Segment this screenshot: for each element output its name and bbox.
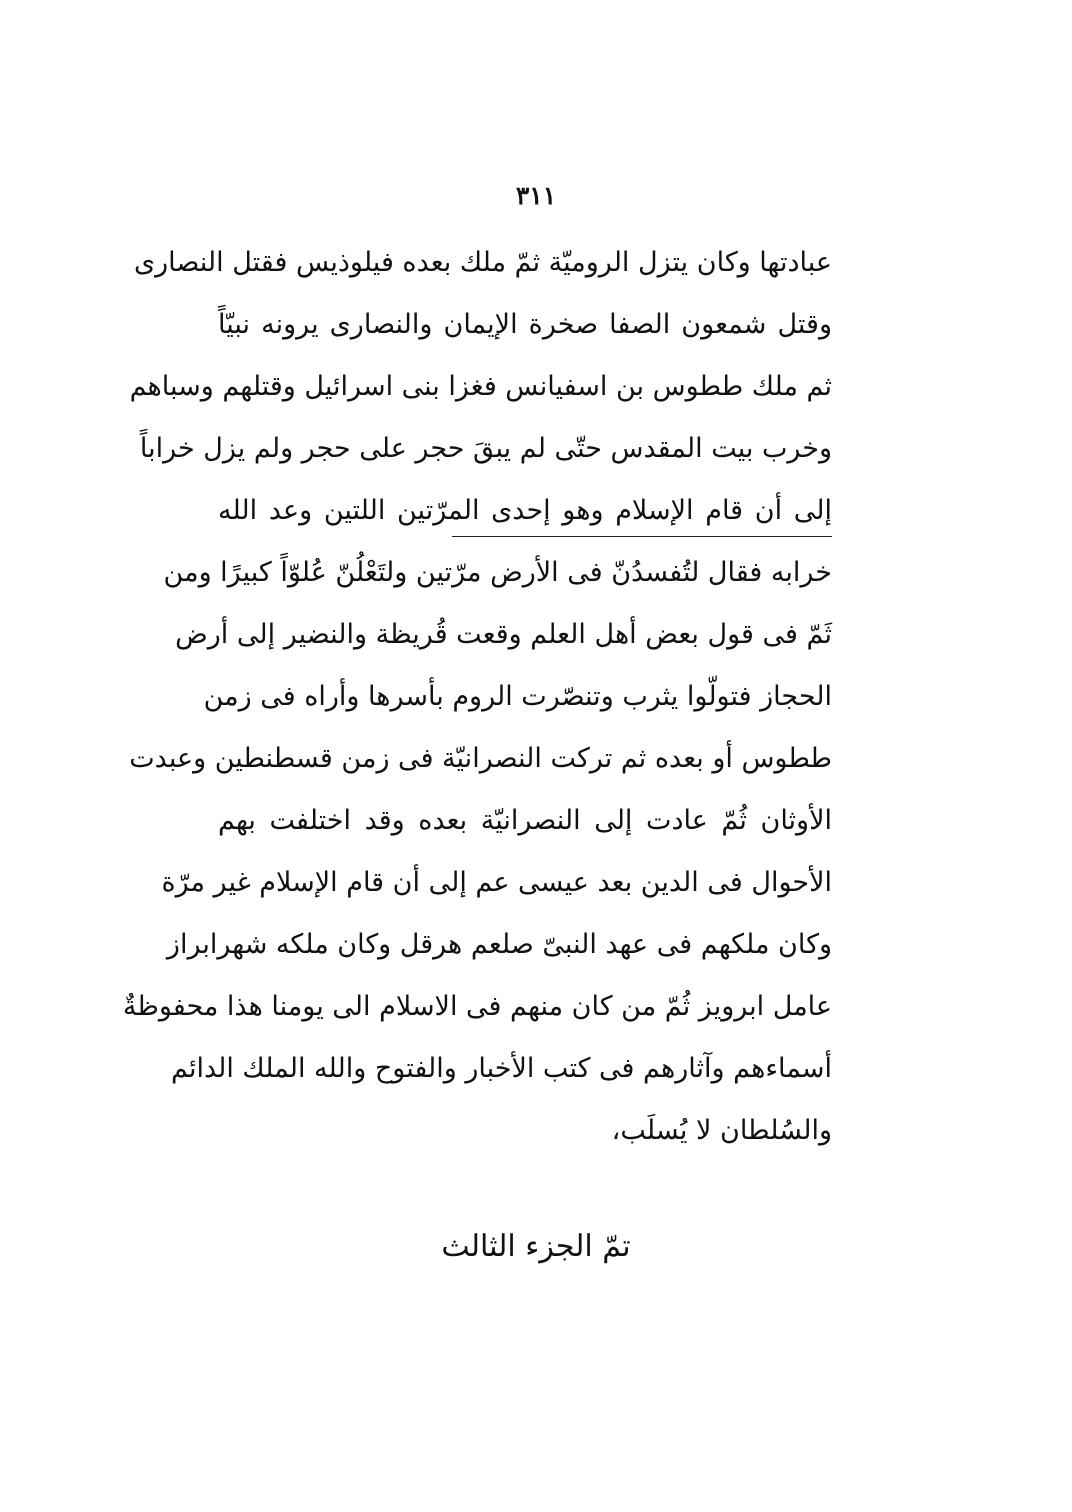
- text-line: عبادتها وكان يتزل الروميّة ثمّ ملك بعده فيلوذيس فقتل النصارى: [133, 247, 832, 278]
- text-line: ططوس أو بعده ثم تركت النصرانيّة فى زمن قسطنطين وعبدت: [129, 743, 832, 774]
- text-line: ثَمّ فى قول بعض أهل العلم وقعت قُريظة والنضير إلى أرض: [175, 619, 832, 650]
- text-line: وكان ملكهم فى عهد النبىّ صلعم هرقل وكان ملكه شهرابراز: [166, 929, 832, 960]
- body-text: [122, 232, 832, 1162]
- page-number: ٣١١: [515, 181, 557, 210]
- text-line: الحجاز فتولّوا يثرب وتنصّرت الروم بأسرها وأراه فى زمن: [203, 681, 832, 712]
- text-line: ثم ملك ططوس بن اسفيانس فغزا بنى اسرائيل وقتلهم وسباهم: [129, 371, 832, 402]
- text-line: إلى أن قام الإسلام وهو إحدى المرّتين اللتين وعد الله: [218, 495, 832, 526]
- underline-rule: [452, 536, 832, 537]
- text-line: خرابه فقال لتُفسدُنّ فى الأرض مرّتين ولتَعْلُنّ عُلوّاً كبيرًا ومن: [163, 557, 832, 588]
- text-line: الأوثان ثُمّ عادت إلى النصرانيّة بعده وقد اختلفت بهم: [218, 805, 832, 836]
- text-line: أسماءهم وآثارهم فى كتب الأخبار والفتوح والله الملك الدائم: [170, 1053, 832, 1084]
- text-line: الأحوال فى الدين بعد عيسى عم إلى أن قام الإسلام غير مرّة: [161, 867, 832, 898]
- text-line: وخرب بيت المقدس حتّى لم يبقَ حجر على حجر ولم يزل خراباً: [139, 433, 832, 464]
- text-line: عامل ابرويز ثُمّ من كان منهم فى الاسلام الى يومنا هذا محفوظةٌ: [122, 991, 832, 1022]
- text-line: والسُلطان لا يُسلَب،: [611, 1115, 832, 1146]
- text-line: وقتل شمعون الصفا صخرة الإيمان والنصارى يرونه نبيّاً: [218, 309, 832, 340]
- colophon: تمّ الجزء الثالث: [441, 1229, 631, 1264]
